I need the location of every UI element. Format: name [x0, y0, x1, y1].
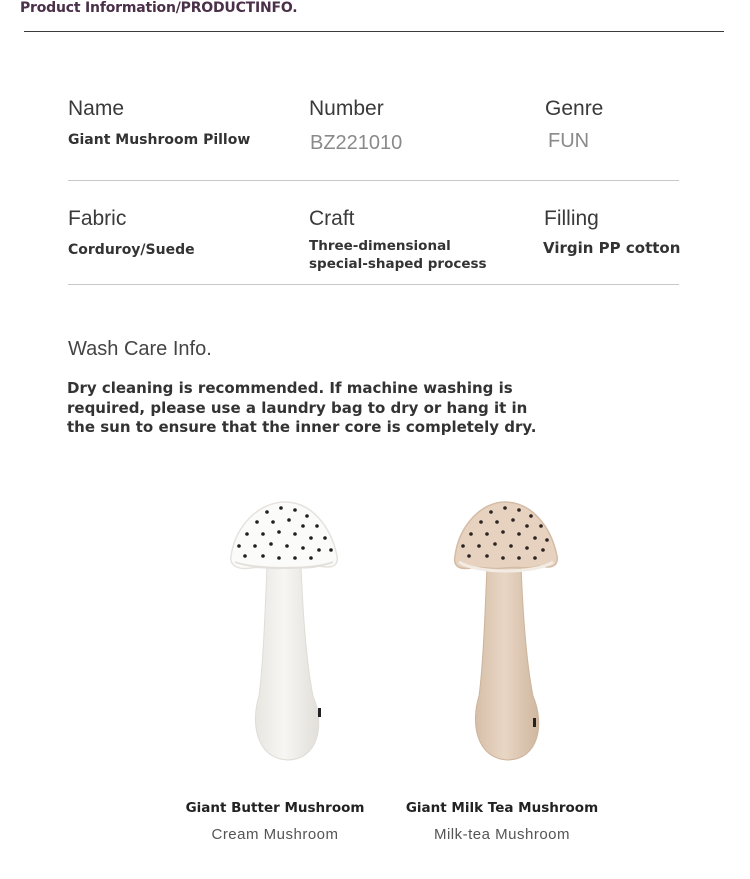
- spec-row-divider-1: [68, 180, 679, 181]
- spec-value-craft-line1: Three-dimensional: [309, 238, 451, 254]
- page-header-title: Product Information/PRODUCTINFO.: [20, 0, 298, 16]
- product-name-milk-tea: Giant Milk Tea Mushroom: [405, 800, 599, 816]
- product-subtitle-milk-tea: Milk-tea Mushroom: [433, 826, 571, 843]
- product-name-butter: Giant Butter Mushroom: [185, 800, 365, 816]
- spec-value-name: Giant Mushroom Pillow: [68, 132, 251, 148]
- spec-value-fabric: Corduroy/Suede: [68, 242, 195, 258]
- spec-value-genre: FUN: [548, 130, 590, 152]
- spec-value-number: BZ221010: [310, 132, 403, 154]
- wash-care-text: Dry cleaning is recommended. If machine washing is required, please use a laundry bag to dry or hang it in the sun to ensure that the inner core is completely dry.: [67, 379, 537, 436]
- spec-label-number: Number: [309, 97, 384, 120]
- milk-tea-mushroom-image: [437, 496, 577, 766]
- header-divider: [24, 31, 724, 32]
- spec-row-divider-2: [68, 284, 679, 285]
- wash-care-title: Wash Care Info.: [68, 338, 212, 360]
- spec-label-filling: Filling: [544, 207, 599, 230]
- spec-value-filling: Virgin PP cotton: [543, 239, 681, 257]
- spec-value-craft-line2: special-shaped process: [309, 256, 487, 272]
- butter-mushroom-image: [215, 496, 355, 766]
- product-subtitle-butter: Cream Mushroom: [211, 826, 339, 843]
- spec-label-name: Name: [68, 97, 125, 120]
- spec-label-genre: Genre: [545, 97, 604, 120]
- spec-label-fabric: Fabric: [68, 207, 127, 230]
- spec-label-craft: Craft: [309, 207, 355, 230]
